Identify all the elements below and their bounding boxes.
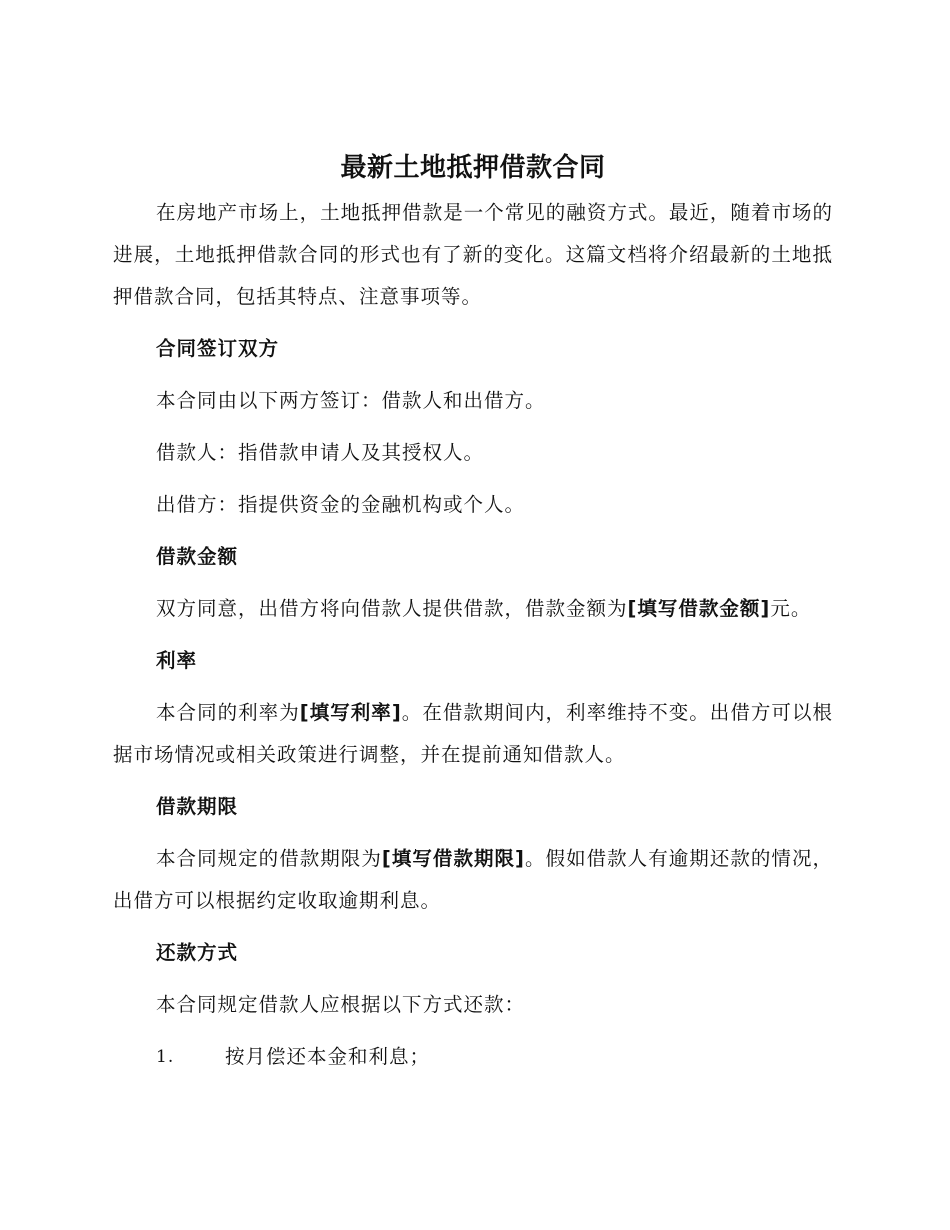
- amount-text-before: 双方同意，出借方将向借款人提供借款，借款金额为: [156, 597, 628, 620]
- term-text-before: 本合同规定的借款期限为: [156, 847, 382, 870]
- document-title: 最新土地抵押借款合同: [340, 153, 606, 183]
- list-item-text: 按月偿还本金和利息；: [225, 1045, 431, 1068]
- intro-paragraph: 在房地产市场上，土地抵押借款是一个常见的融资方式。最近，随着市场的进展，土地抵押借款合同的形式也有了新的变化。这篇文档将介绍最新的土地抵押借款合同，包括其特点、注意事项等。: [113, 201, 833, 308]
- heading-term: 借款期限: [156, 795, 239, 818]
- heading-repayment: 还款方式: [156, 941, 239, 964]
- repayment-intro: 本合同规定借款人应根据以下方式还款：: [156, 993, 526, 1016]
- document-page: [113, 150, 833, 1078]
- rate-paragraph: [113, 692, 833, 776]
- heading-amount: 借款金额: [156, 545, 239, 568]
- amount-paragraph: [113, 588, 833, 630]
- amount-text-after: 元。: [770, 597, 812, 620]
- term-placeholder: [填写借款期限]: [381, 847, 525, 870]
- list-item: [113, 1036, 833, 1078]
- rate-text-before: 本合同的利率为: [156, 701, 300, 724]
- rate-text-after: 。在借款期间内，利率维持不变。出借方可以根据市场情况或相关政策进行调整，并在提前通知借款人。: [113, 701, 833, 766]
- amount-placeholder: [填写借款金额]: [627, 597, 771, 620]
- parties-line-1: 本合同由以下两方签订：借款人和出借方。: [156, 389, 546, 412]
- list-item-number: 1.: [156, 1047, 175, 1067]
- term-text-after: 。假如借款人有逾期还款的情况，出借方可以根据约定收取逾期利息。: [113, 847, 833, 912]
- parties-line-2: 借款人：指借款申请人及其授权人。: [156, 441, 485, 464]
- parties-line-3: 出借方：指提供资金的金融机构或个人。: [156, 493, 526, 516]
- rate-placeholder: [填写利率]: [299, 701, 402, 724]
- heading-parties: 合同签订双方: [156, 337, 280, 360]
- heading-rate: 利率: [156, 649, 198, 672]
- term-paragraph: [113, 838, 833, 922]
